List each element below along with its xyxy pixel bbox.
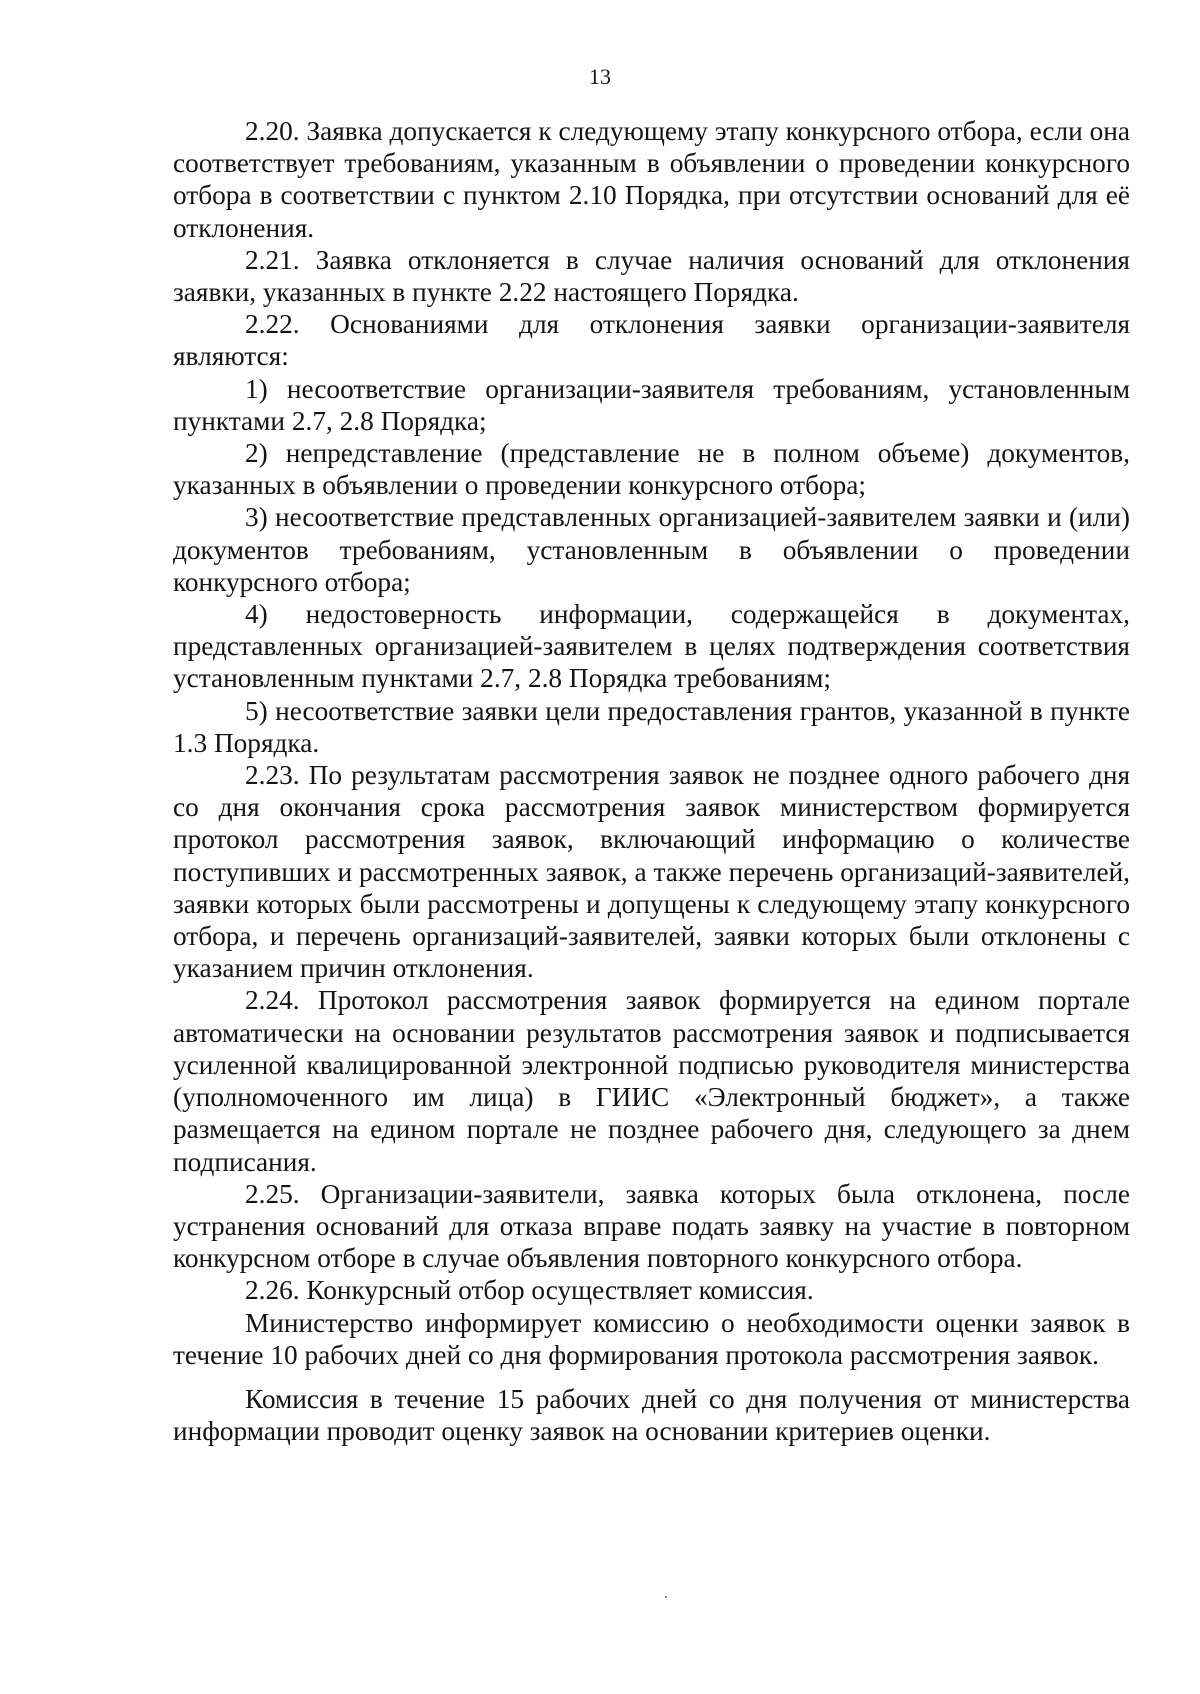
list-item-5: 5) несоответствие заявки цели предоставления грантов, указанной в пункте 1.3 Порядка. (173, 695, 1130, 758)
list-item-4: 4) недостоверность информации, содержащейся в документах, представленных организацией-заявителем в целях подтверждения соответствия установленным пунктами 2.7, 2.8 Порядка требованиям; (173, 599, 1130, 694)
paragraph-2-24: 2.24. Протокол рассмотрения заявок формируется на едином портале автоматически на основании результатов рассмотрения заявок и подписывается усиленной квалицированной электронной подписью руководителя министерства (уполномоченного им лица) в ГИИС «Электронный бюджет», а также размещается на едином портале не позднее рабочего дня, следующего за днем подписания. (173, 985, 1130, 1177)
document-body (173, 115, 1130, 1447)
paragraph-2-25: 2.25. Организации-заявители, заявка которых была отклонена, после устранения оснований для отказа вправе подать заявку на участие в повторном конкурсном отборе в случае объявления повторного конкурсного отбора. (173, 1178, 1130, 1274)
paragraph-2-20: 2.20. Заявка допускается к следующему этапу конкурсного отбора, если она соответствует требованиям, указанным в объявлении о проведении конкурсного отбора в соответствии с пунктом 2.10 Порядка, при отсутствии оснований для её отклонения. (173, 116, 1130, 243)
paragraph-2-22: 2.22. Основаниями для отклонения заявки организации-заявителя являются: (173, 309, 1130, 372)
list-item-1: 1) несоответствие организации-заявителя требованиям, установленным пунктами 2.7, 2.8 Порядка; (173, 373, 1130, 436)
list-item-2: 2) непредставление (представление не в полном объеме) документов, указанных в объявлении о проведении конкурсного отбора; (173, 438, 1130, 501)
paragraph-2-23: 2.23. По результатам рассмотрения заявок не позднее одного рабочего дня со дня окончания срока рассмотрения заявок министерством формируется протокол рассмотрения заявок, включающий информацию о количестве поступивших и рассмотренных заявок, а также перечень организаций-заявителей, заявки которых были рассмотрены и допущены к следующему этапу конкурсного отбора, и перечень организаций-заявителей, заявки которых были отклонены с указанием причин отклонения. (173, 760, 1130, 984)
paragraph-2-21: 2.21. Заявка отклоняется в случае наличия оснований для отклонения заявки, указанных в пункте 2.22 настоящего Порядка. (173, 244, 1130, 308)
page-number: 13 (589, 64, 611, 89)
paragraph-commission-evaluates: Комиссия в течение 15 рабочих дней со дня получения от министерства информации проводит оценку заявок на основании критериев оценки. (173, 1383, 1130, 1447)
paragraph-2-26: 2.26. Конкурсный отбор осуществляет комиссия. (245, 1275, 814, 1306)
scan-speck (665, 1596, 667, 1598)
paragraph-ministry-informs: Министерство информирует комиссию о необходимости оценки заявок в течение 10 рабочих дней со дня формирования протокола рассмотрения заявок. (173, 1307, 1130, 1370)
list-item-3: 3) несоответствие представленных организацией-заявителем заявки и (или) документов требованиям, установленным в объявлении о проведении конкурсного отбора; (173, 502, 1130, 597)
